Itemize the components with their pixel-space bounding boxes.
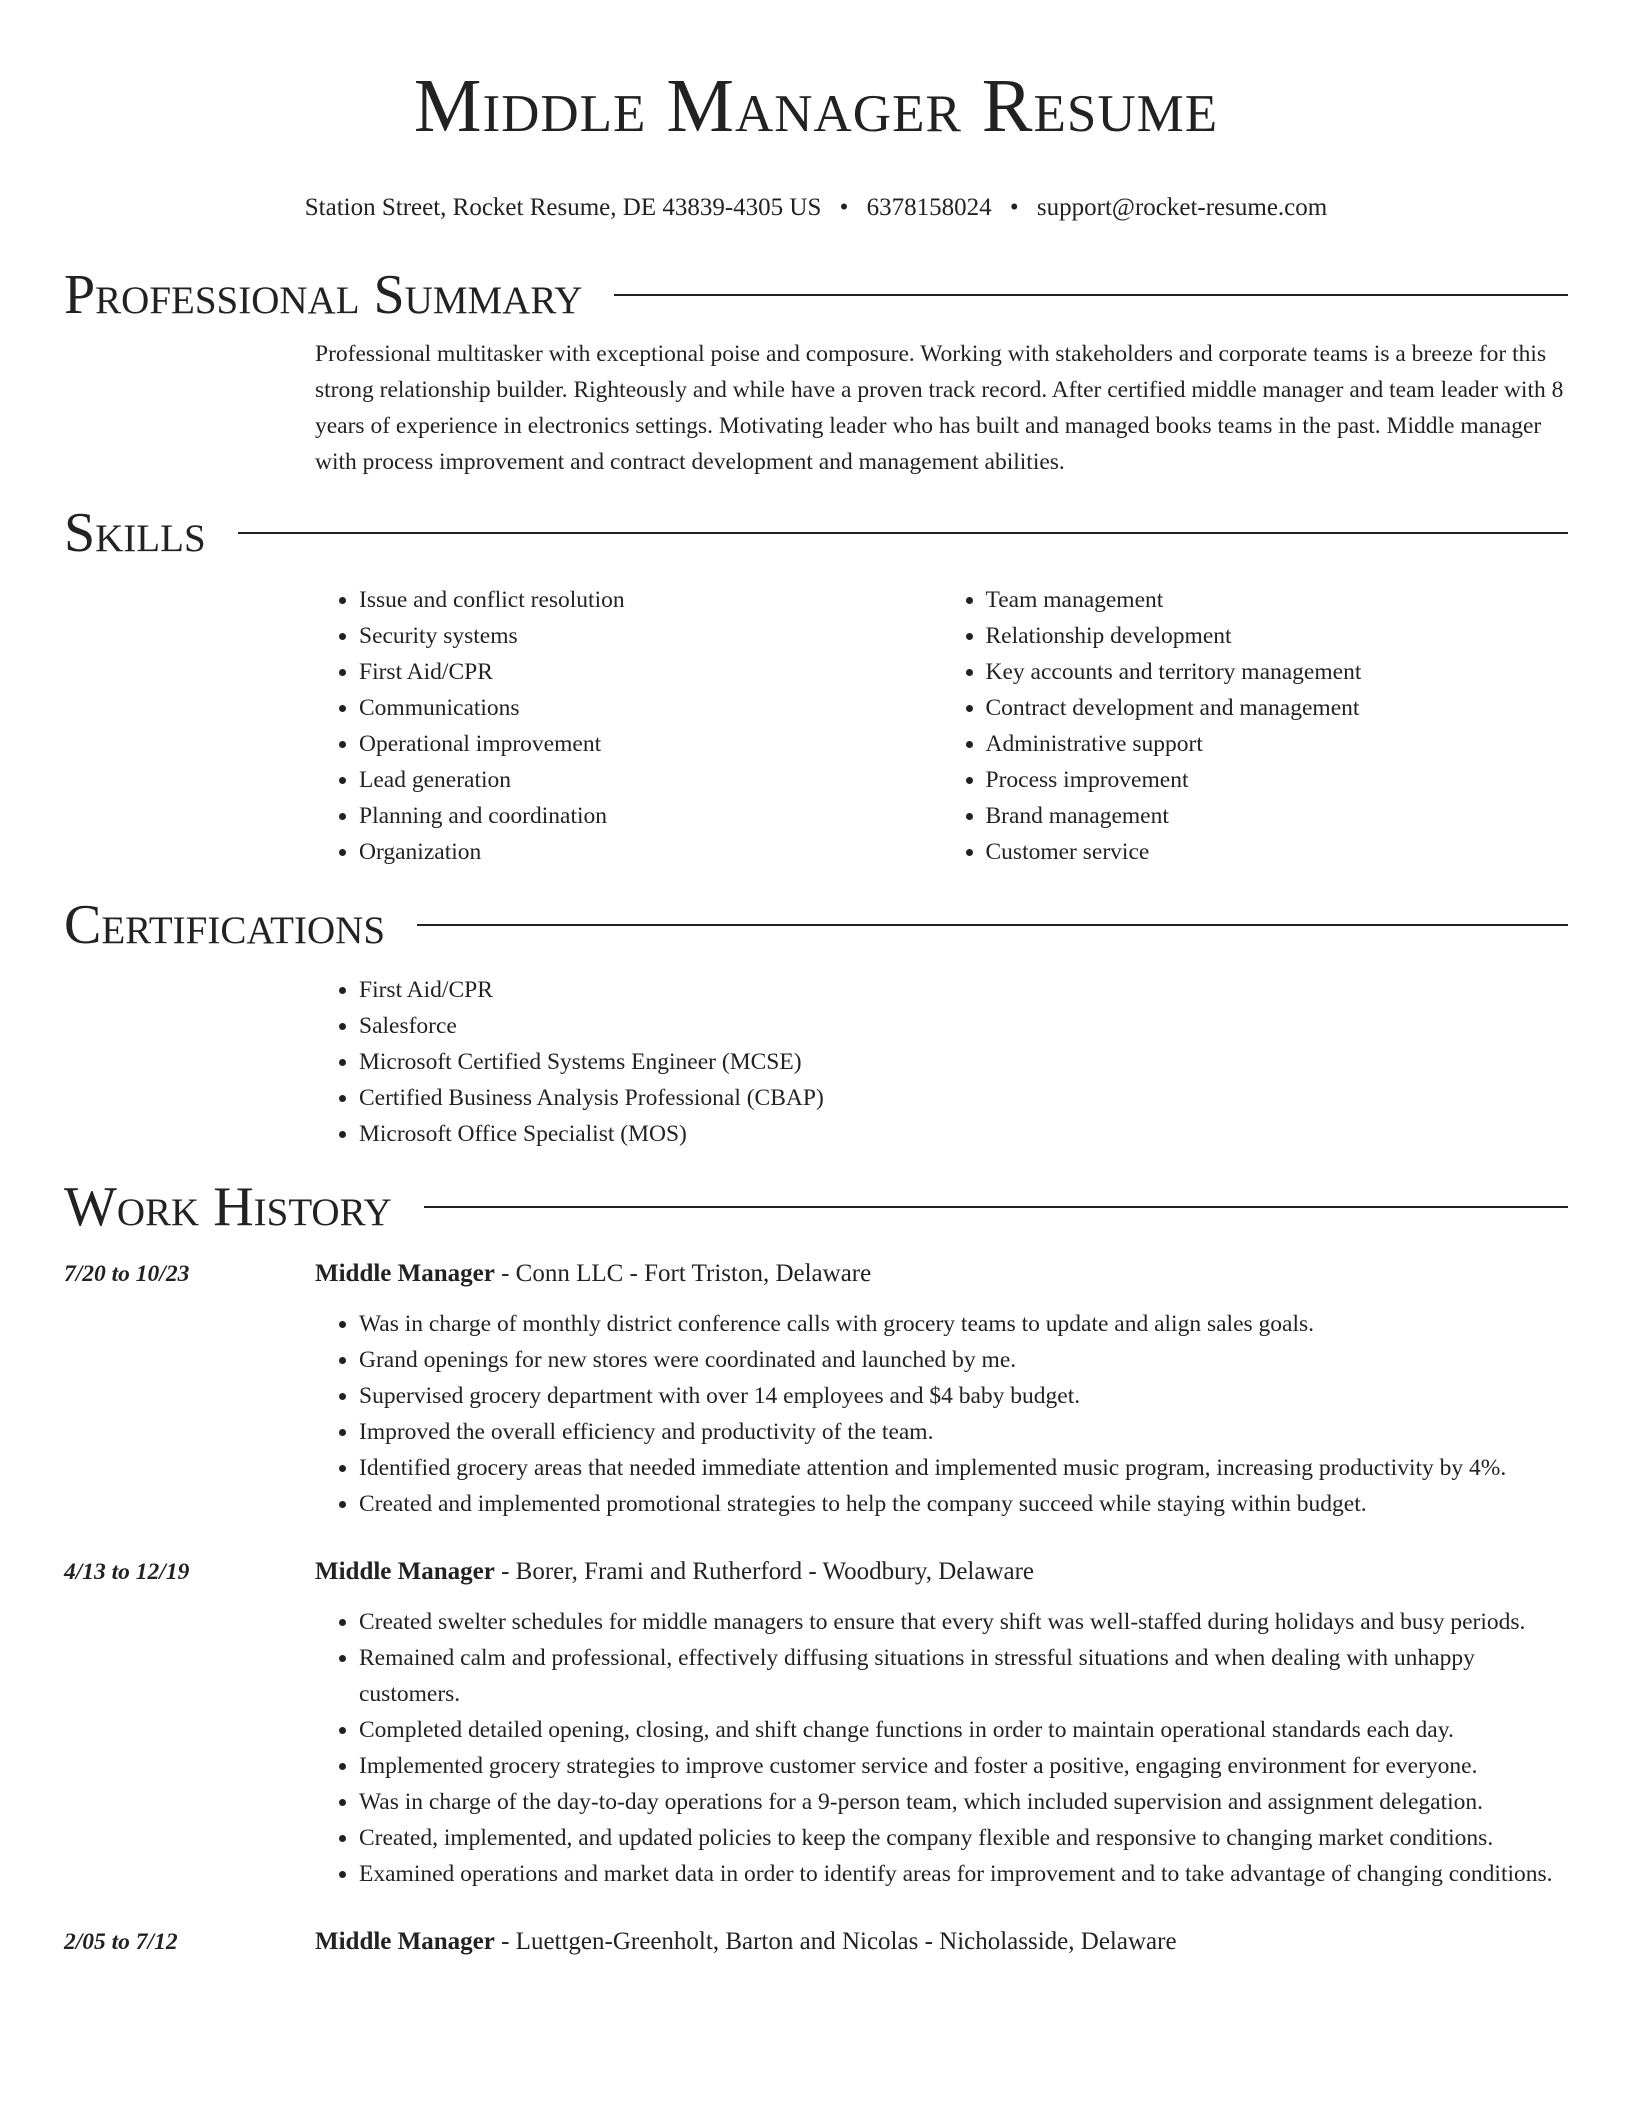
list-item: • Brand management xyxy=(986,798,1569,834)
summary-text: Professional multitasker with exceptional poise and composure. Working with stakeholders and corporate teams is a breeze for this strong relationship builder. Righteously and while have a proven track record. After certified middle manager and team leader with 8 years of experience in electronics settings. Motivating leader who has built and managed books teams in the past. Middle manager with process improvement and contract development and management abilities. xyxy=(315,341,1564,475)
job-bullets xyxy=(315,1604,1568,1892)
list-item: • First Aid/CPR xyxy=(359,654,942,690)
section-divider xyxy=(417,924,1568,926)
certifications-heading: Certifications xyxy=(64,894,386,956)
job-company: - Conn LLC - Fort Triston, Delaware xyxy=(494,1260,872,1287)
work-heading: Work History xyxy=(64,1176,392,1238)
contact-line xyxy=(64,190,1568,226)
job-title: Middle Manager xyxy=(315,1260,495,1287)
list-item: • Was in charge of monthly district conference calls with grocery teams to update and align sales goals. xyxy=(359,1306,1568,1342)
job-details xyxy=(315,1554,1568,1892)
summary-section-header xyxy=(64,260,1568,330)
work-history-section xyxy=(64,1256,1568,1960)
skills-heading: Skills xyxy=(64,502,206,564)
list-item: • Lead generation xyxy=(359,762,942,798)
summary-heading: Professional Summary xyxy=(64,264,583,326)
certifications-section-header xyxy=(64,890,1568,960)
contact-phone: 6378158024 xyxy=(866,194,992,221)
job-header xyxy=(315,1554,1568,1590)
list-item: • Contract development and management xyxy=(986,690,1569,726)
list-item: • First Aid/CPR xyxy=(359,972,1568,1008)
job-details xyxy=(315,1924,1568,1960)
skills-list-left xyxy=(315,582,942,870)
list-item: • Created, implemented, and updated policies to keep the company flexible and responsive to changing market conditions. xyxy=(359,1820,1568,1856)
list-item: • Customer service xyxy=(986,834,1569,870)
job-title: Middle Manager xyxy=(315,1928,495,1955)
certifications-list xyxy=(315,972,1568,1152)
list-item: • Grand openings for new stores were coordinated and launched by me. xyxy=(359,1342,1568,1378)
job-header xyxy=(315,1256,1568,1292)
summary-section xyxy=(315,336,1568,480)
job-dates: 4/13 to 12/19 xyxy=(64,1559,190,1585)
list-item: • Organization xyxy=(359,834,942,870)
list-item: • Created and implemented promotional strategies to help the company succeed while staying within budget. xyxy=(359,1486,1568,1522)
list-item: • Improved the overall efficiency and productivity of the team. xyxy=(359,1414,1568,1450)
list-item: • Salesforce xyxy=(359,1008,1568,1044)
list-item: • Identified grocery areas that needed immediate attention and implemented music program, increasing productivity by 4%. xyxy=(359,1450,1568,1486)
section-divider xyxy=(614,294,1568,296)
job-entry xyxy=(64,1924,1568,1960)
list-item: • Implemented grocery strategies to improve customer service and foster a positive, engaging environment for everyone. xyxy=(359,1748,1568,1784)
list-item: • Team management xyxy=(986,582,1569,618)
job-company: - Luettgen-Greenholt, Barton and Nicolas - Nicholasside, Delaware xyxy=(494,1928,1177,1955)
section-divider xyxy=(424,1206,1568,1208)
list-item: • Process improvement xyxy=(986,762,1569,798)
list-item: • Completed detailed opening, closing, and shift change functions in order to maintain operational standards each day. xyxy=(359,1712,1568,1748)
list-item: • Issue and conflict resolution xyxy=(359,582,942,618)
list-item: • Examined operations and market data in order to identify areas for improvement and to take advantage of changing conditions. xyxy=(359,1856,1568,1892)
list-item: • Created swelter schedules for middle managers to ensure that every shift was well-staffed during holidays and busy periods. xyxy=(359,1604,1568,1640)
section-divider xyxy=(238,532,1568,534)
list-item: • Communications xyxy=(359,690,942,726)
contact-separator: • xyxy=(839,194,849,221)
contact-email[interactable]: support@rocket-resume.com xyxy=(1036,194,1328,221)
contact-separator: • xyxy=(1009,194,1019,221)
list-item: • Certified Business Analysis Professional (CBAP) xyxy=(359,1080,1568,1116)
list-item: • Remained calm and professional, effectively diffusing situations in stressful situations and when dealing with unhappy customers. xyxy=(359,1640,1568,1712)
list-item: • Was in charge of the day-to-day operations for a 9-person team, which included supervision and assignment delegation. xyxy=(359,1784,1568,1820)
job-entry xyxy=(64,1256,1568,1522)
skills-section-header xyxy=(64,498,1568,568)
contact-address: Station Street, Rocket Resume, DE 43839-4305 US xyxy=(304,194,822,221)
work-section-header xyxy=(64,1172,1568,1242)
skills-list-right xyxy=(942,582,1569,870)
job-header xyxy=(315,1924,1568,1960)
job-dates: 7/20 to 10/23 xyxy=(64,1261,190,1287)
list-item: • Supervised grocery department with over 14 employees and $4 baby budget. xyxy=(359,1378,1568,1414)
job-bullets xyxy=(315,1306,1568,1522)
job-details xyxy=(315,1256,1568,1522)
list-item: • Planning and coordination xyxy=(359,798,942,834)
list-item: • Operational improvement xyxy=(359,726,942,762)
job-company: - Borer, Frami and Rutherford - Woodbury, Delaware xyxy=(494,1558,1035,1585)
job-title: Middle Manager xyxy=(315,1558,495,1585)
job-entry xyxy=(64,1554,1568,1892)
list-item: • Security systems xyxy=(359,618,942,654)
list-item: • Key accounts and territory management xyxy=(986,654,1569,690)
list-item: • Microsoft Certified Systems Engineer (MCSE) xyxy=(359,1044,1568,1080)
resume-title: Middle Manager Resume xyxy=(413,64,1219,148)
job-dates: 2/05 to 7/12 xyxy=(64,1929,178,1955)
list-item: • Microsoft Office Specialist (MOS) xyxy=(359,1116,1568,1152)
skills-section xyxy=(315,582,1568,870)
list-item: • Administrative support xyxy=(986,726,1569,762)
list-item: • Relationship development xyxy=(986,618,1569,654)
certifications-section xyxy=(315,972,1568,1152)
